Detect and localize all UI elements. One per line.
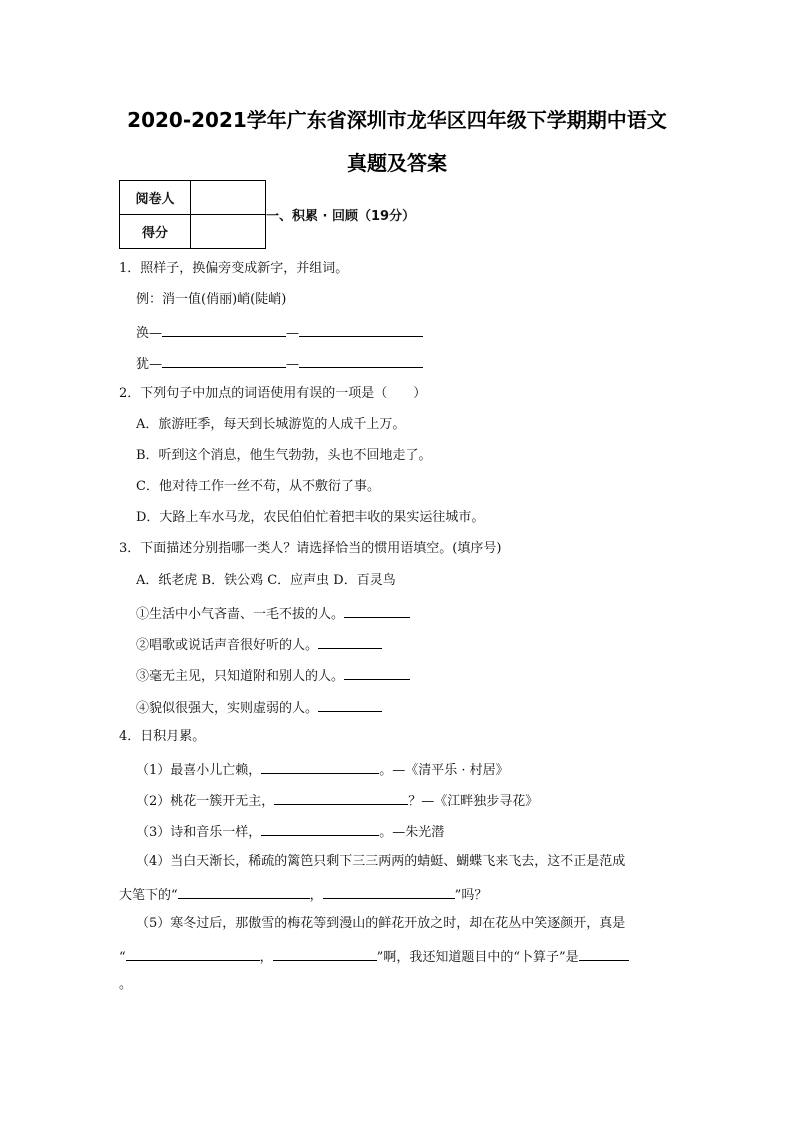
q1-row2-char: 犹— xyxy=(136,357,163,372)
q3-item-4 xyxy=(136,697,382,718)
q4-s2-blank[interactable] xyxy=(274,790,408,805)
q4-sentence-1 xyxy=(136,759,509,780)
q1-stem: 1．照样子，换偏旁变成新字，并组词。 xyxy=(119,261,349,276)
score-cell[interactable] xyxy=(191,215,266,249)
q4-sentence-5-line-2 xyxy=(119,946,629,967)
q1-row2-blank-1[interactable] xyxy=(162,353,286,368)
q2-option-a: A．旅游旺季，每天到长城游览的人成千上万。 xyxy=(136,417,406,432)
q3-item-2 xyxy=(136,634,382,655)
q4-sentence-5-line-1: （5）寒冬过后，那傲雪的梅花等到漫山的鲜花开放之时，却在花丛中笑逐颜开，真是 xyxy=(136,916,626,931)
q4-s3-blank[interactable] xyxy=(261,821,379,836)
q1-row2-blank-2[interactable] xyxy=(299,353,423,368)
q4-s5-blank-2[interactable] xyxy=(273,946,377,961)
q1-row-1 xyxy=(136,322,423,343)
q4-s2-post: ？—《江畔独步寻花》 xyxy=(408,794,539,809)
q4-sentence-5-end: 。 xyxy=(119,977,133,992)
q3-choices: A．纸老虎 B．铁公鸡 C．应声虫 D．百灵鸟 xyxy=(136,573,396,588)
q3-item-1-blank[interactable] xyxy=(344,603,410,618)
q1-row1-blank-2[interactable] xyxy=(299,322,423,337)
q3-item-2-blank[interactable] xyxy=(318,634,382,649)
q1-row-2 xyxy=(136,353,423,374)
q3-item-3 xyxy=(136,665,410,686)
q4-sentence-3 xyxy=(136,821,444,842)
q1-row1-char: 涣— xyxy=(136,326,163,341)
q1-row1-dash: — xyxy=(286,326,300,341)
score-table xyxy=(119,180,266,249)
q3-stem: 3．下面描述分别指哪一类人？请选择恰当的惯用语填空。(填序号) xyxy=(119,541,502,556)
document-title-line-2: 真题及答案 xyxy=(347,151,447,175)
q4-s4-post: ”吗？ xyxy=(454,888,488,903)
q4-s4-comma: ， xyxy=(309,888,323,903)
document-title-line-1: 2020-2021学年广东省深圳市龙华区四年级下学期期中语文 xyxy=(127,108,667,132)
q3-item-4-text: ④貌似很强大，实则虚弱的人。 xyxy=(136,701,319,716)
q3-item-1-text: ①生活中小气吝啬、一毛不拔的人。 xyxy=(136,607,345,622)
q3-item-3-text: ③毫无主见，只知道附和别人的人。 xyxy=(136,669,345,684)
q4-s4-blank-2[interactable] xyxy=(323,884,455,899)
q4-s4-pre: 大笔下的“ xyxy=(119,888,178,903)
q4-s1-blank[interactable] xyxy=(261,759,379,774)
score-label: 得分 xyxy=(120,215,191,249)
q4-s3-pre: （3）诗和音乐一样， xyxy=(136,825,262,840)
q4-s1-post: 。—《清平乐 · 村居》 xyxy=(379,763,509,778)
q4-s5-blank-1[interactable] xyxy=(126,946,260,961)
reviewer-cell[interactable] xyxy=(191,181,266,215)
q4-s5-open: “ xyxy=(119,950,126,965)
q2-stem: 2．下列句子中加点的词语使用有误的一项是（ ） xyxy=(119,386,427,401)
q4-s1-pre: （1）最喜小儿亡赖， xyxy=(136,763,262,778)
q2-option-c: C．他对待工作一丝不苟，从不敷衍了事。 xyxy=(136,479,380,494)
q3-item-2-text: ②唱歌或说话声音很好听的人。 xyxy=(136,638,319,653)
q1-row1-blank-1[interactable] xyxy=(162,322,286,337)
q1-example: 例：消一值(俏丽)峭(陡峭) xyxy=(136,292,287,307)
q4-sentence-4-line-2 xyxy=(119,884,487,905)
q2-option-b: B．听到这个消息，他生气勃勃，头也不回地走了。 xyxy=(136,448,432,463)
q4-sentence-2 xyxy=(136,790,538,811)
q4-sentence-4-line-1: （4）当白天渐长，稀疏的篱笆只剩下三三两两的蜻蜓、蝴蝶飞来飞去，这不正是范成 xyxy=(136,854,626,869)
section-heading: 一、积累 · 回顾（19分） xyxy=(266,209,416,224)
q3-item-3-blank[interactable] xyxy=(344,665,410,680)
q4-s5-comma: ， xyxy=(259,950,273,965)
q4-s5-blank-3[interactable] xyxy=(579,946,629,961)
q4-s3-post: 。—朱光潜 xyxy=(379,825,445,840)
q4-s4-blank-1[interactable] xyxy=(178,884,310,899)
q1-row2-dash: — xyxy=(286,357,300,372)
q2-option-d: D．大路上车水马龙，农民伯伯忙着把丰收的果实运往城市。 xyxy=(136,510,485,525)
q4-s2-pre: （2）桃花一簇开无主， xyxy=(136,794,275,809)
reviewer-label: 阅卷人 xyxy=(120,181,191,215)
q3-item-1 xyxy=(136,603,410,624)
q4-stem: 4．日积月累。 xyxy=(119,729,206,744)
q4-s5-mid: ”啊，我还知道题目中的“卜算子”是 xyxy=(376,950,579,965)
q3-item-4-blank[interactable] xyxy=(318,697,382,712)
